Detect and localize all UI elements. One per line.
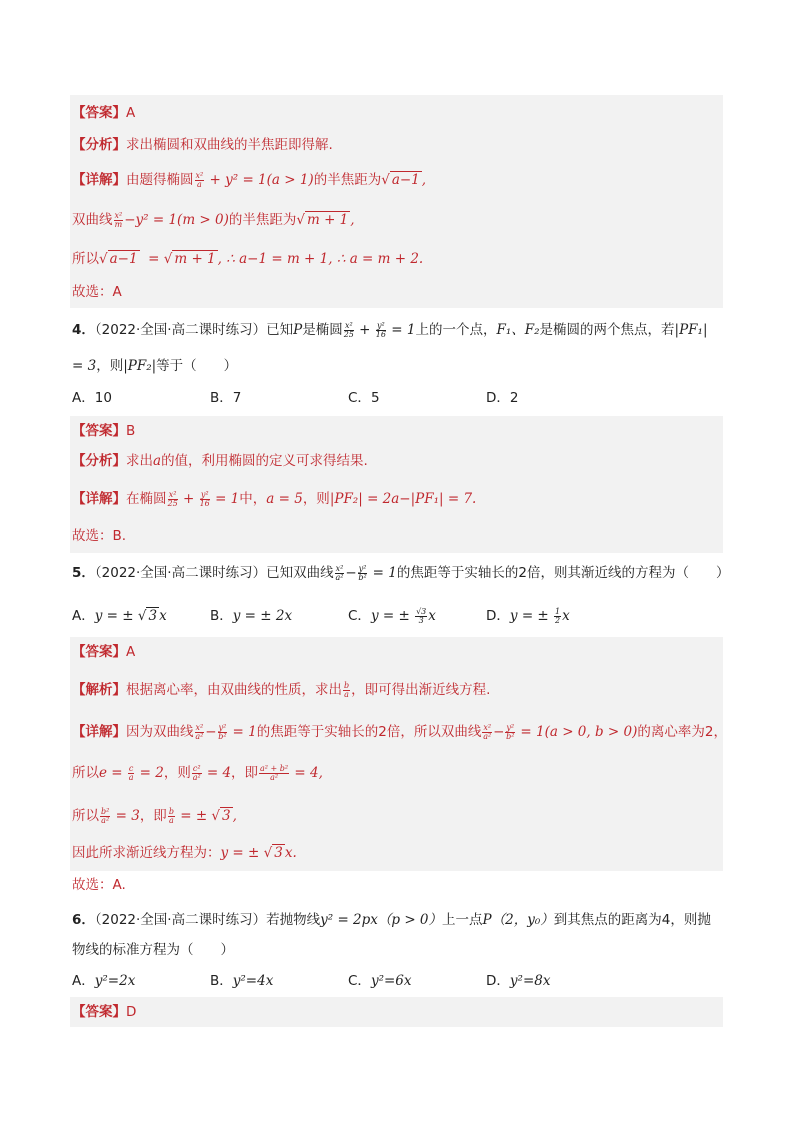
q3-answer: A [126,105,136,121]
q4-option-d[interactable] [486,388,519,408]
option-text: 7 [232,390,242,406]
q6-stem-line-2 [72,940,234,960]
option-letter: A． [72,390,95,406]
ellipse-equation: $\frac{\text{x²}}{25}$ + $\frac{\text{y²}}{16}$ = 1 [343,321,416,339]
q6-stem-line-1 [72,910,711,930]
q5-detail-text: 因为双曲线 [126,724,194,740]
q6-source: （2022·全国·高二课时练习） [94,912,267,928]
q5-detail-text: ，即 [139,808,167,824]
option-text: 2 [509,390,519,406]
option-text: y²=8x [509,973,551,989]
option-text: y²=2x [94,973,136,989]
ellipse-equation: $\frac{\text{x²}}{a}$ + y² = 1(a > 1) [195,171,314,189]
parabola-equation: y² = 2px（p > 0） [320,912,443,928]
option-text: y = ± $\frac{√3}{3}$ x [370,607,436,625]
a-value: a = 5 [266,491,303,507]
option-text: y = ± $\frac{1}{2}$ x [509,607,570,625]
q6-answer-line [72,1002,136,1022]
q5-detail-text: 的离心率为2， [637,724,727,740]
analysis-label: 【分析】 [72,137,126,153]
q4-detail-line [72,489,476,509]
asymptote-result: y = ± √ 3 x. [220,845,297,861]
q4-analysis-text: 的值，利用椭圆的定义可求得结果. [161,453,368,469]
q4-answer-line [72,421,135,441]
q4-detail-text: ，则 [302,491,330,507]
eq-b-a: $\frac{b}{a}$ = ± √ 3 , [168,807,237,825]
ellipse-equation: $\frac{\text{x²}}{25}$ + $\frac{\text{y²}}{16}$ = 1 [167,490,240,508]
option-letter: D． [486,973,510,989]
pf1: |PF₁| [674,322,708,338]
q6-answer: D [126,1004,137,1020]
q5-stem-text: 的焦距等于实轴长的2倍，则其渐近线的方程为（ ） [396,565,730,581]
q5-final-line [72,875,126,895]
hyperbola-equation: $\frac{\text{x²}}{\text{a²}}$ − $\frac{\text{y²}}{\text{b²}}$ = 1 [195,723,257,741]
option-letter: D． [486,608,510,624]
detail-label: 【详解】 [72,491,126,507]
option-letter: C． [348,608,371,624]
q5-detail-line-2 [72,763,323,783]
eccentricity: e = $\frac{c}{a}$ = 2 [99,764,164,782]
option-letter: D． [486,390,510,406]
analysis-label: 【解析】 [72,682,126,698]
q4-option-b[interactable] [210,388,241,408]
q4-option-a[interactable] [72,388,112,408]
eq-b2-a2: $\frac{\text{b²}}{\text{a²}}$ = 3 [101,807,140,825]
option-letter: C． [348,390,371,406]
hyperbola-equation: $\frac{\text{x²}}{m}$ −y² = 1(m > 0) [114,211,229,229]
q6-option-d[interactable] [486,971,550,991]
q5-stem-line [72,563,729,583]
sqrt-expr: √ m + 1 , [296,212,355,228]
q5-detail-line-1 [72,722,727,742]
q3-detail-text: 的半焦距为 [313,172,382,188]
pf2-result: |PF₂| = 2a−|PF₁| = 7. [329,491,477,507]
option-letter: B． [210,390,233,406]
q5-answer-line [72,642,135,662]
q4-analysis-text: 求出 [126,453,153,469]
option-letter: A． [72,973,95,989]
option-text: 10 [94,390,112,406]
q4-stem-text: 上的一个点， [415,322,497,338]
q3-detail-line-2 [72,210,355,230]
q5-stem-text: 已知双曲线 [266,565,334,581]
q4-solution-band [70,416,723,553]
q4-stem-text: 是椭圆的两个焦点，若 [539,322,675,338]
option-text: y = ± 2x [232,608,293,624]
q5-analysis-text: 根据离心率，由双曲线的性质，求出 [126,682,342,698]
q4-stem-text: 等于（ ） [156,358,238,374]
option-text: 5 [370,390,380,406]
q4-final-line [72,526,126,546]
q4-option-c[interactable] [348,388,380,408]
q5-detail-text: 因此所求渐近线方程为： [72,845,221,861]
q6-stem-text: 上一点 [442,912,483,928]
equation: √ a−1 = √ m + 1 , ∴ a−1 = m + 1, ∴ a = m + 2. [99,251,424,267]
q4-final: 故选：B. [72,528,127,544]
hyperbola-equation: $\frac{\text{x²}}{\text{a²}}$ − $\frac{\text{y²}}{\text{b²}}$ = 1 [335,564,397,582]
foci: F₁、F₂ [496,322,540,338]
hyperbola-equation: $\frac{\text{x²}}{\text{a²}}$ − $\frac{\text{y²}}{\text{b²}}$ = 1(a > 0, b > 0) [483,723,638,741]
q4-stem-text: 是椭圆 [302,322,343,338]
q6-solution-band [70,997,723,1027]
option-text: y²=6x [370,973,412,989]
q3-answer-line [72,103,135,123]
var-a: a [153,453,162,469]
q4-stem-line-2 [72,356,237,376]
q6-stem-text: 物线的标准方程为（ ） [72,942,234,958]
q4-answer: B [126,423,136,439]
q3-analysis-line [72,135,333,155]
q3-final: 故选：A [72,284,122,300]
sqrt-expr: √ a−1 , [381,172,427,188]
q6-option-c[interactable] [348,971,412,991]
detail-label: 【详解】 [72,724,126,740]
q4-stem-text: ，则 [96,358,124,374]
ratio-b-a: $\frac{b}{a}$ [344,681,350,699]
q6-number: 6． [72,912,95,928]
q3-detail-text: 由题得椭圆 [126,172,194,188]
q5-answer: A [126,644,136,660]
q5-analysis-line [72,680,490,700]
q5-detail-line-3 [72,806,237,826]
option-text: y²=4x [232,973,274,989]
q4-detail-text: 中， [239,491,267,507]
q3-detail-line-1 [72,170,426,190]
q6-stem-text: 若抛物线 [266,912,321,928]
q5-source: （2022·全国·高二课时练习） [94,565,267,581]
analysis-label: 【分析】 [72,453,126,469]
answer-label: 【答案】 [72,644,126,660]
q3-analysis: 求出椭圆和双曲线的半焦距即得解. [126,137,333,153]
answer-label: 【答案】 [72,1004,126,1020]
q3-solution-band [70,95,723,308]
pf2: |PF₂| [123,358,157,374]
q5-detail-text: ，则 [163,765,191,781]
q4-source: （2022·全国·高二课时练习） [94,322,267,338]
q5-option-d[interactable] [486,606,570,626]
q4-number: 4． [72,322,95,338]
point-p: P（2，y₀） [482,912,554,928]
pf1-value: = 3 [72,358,97,374]
detail-label: 【详解】 [72,172,126,188]
q5-detail-text: 所以 [72,765,99,781]
q3-detail-text: 所以 [72,251,99,267]
eq-c2-a2: $\frac{\text{c²}}{\text{a²}}$ = 4 [192,764,232,782]
q5-detail-text: 的焦距等于实轴长的2倍，所以双曲线 [256,724,482,740]
point-p: P [293,322,303,338]
option-letter: C． [348,973,371,989]
q3-detail-line-3 [72,249,423,269]
eq-sum: $\frac{\text{a² + b²}}{\text{a²}}$ = 4, [260,764,323,782]
q6-option-b[interactable] [210,971,273,991]
q5-option-c[interactable] [348,606,436,626]
q3-detail-text: 的半焦距为 [228,212,297,228]
q5-option-b[interactable] [210,606,292,626]
answer-label: 【答案】 [72,105,126,121]
q4-stem-text: 已知 [266,322,294,338]
q5-option-a[interactable] [72,606,167,626]
option-text: y = ± √ 3 x [94,608,167,624]
q6-stem-text: 到其焦点的距离为4，则抛 [553,912,711,928]
q4-stem-line-1 [72,320,708,340]
q5-solution-band [70,637,723,871]
q3-detail-text: 双曲线 [72,212,113,228]
q5-detail-line-4 [72,843,297,863]
q5-number: 5． [72,565,95,581]
option-letter: B． [210,608,233,624]
q5-final: 故选：A. [72,877,126,893]
q5-analysis-text: ，即可得出渐近线方程. [351,682,491,698]
option-letter: A． [72,608,95,624]
q5-detail-text: 所以 [72,808,99,824]
q4-detail-text: 在椭圆 [126,491,167,507]
option-letter: B． [210,973,233,989]
q6-option-a[interactable] [72,971,135,991]
q4-analysis-line [72,451,368,471]
q5-detail-text: ，即 [231,765,259,781]
q3-final-line [72,282,122,302]
answer-label: 【答案】 [72,423,126,439]
